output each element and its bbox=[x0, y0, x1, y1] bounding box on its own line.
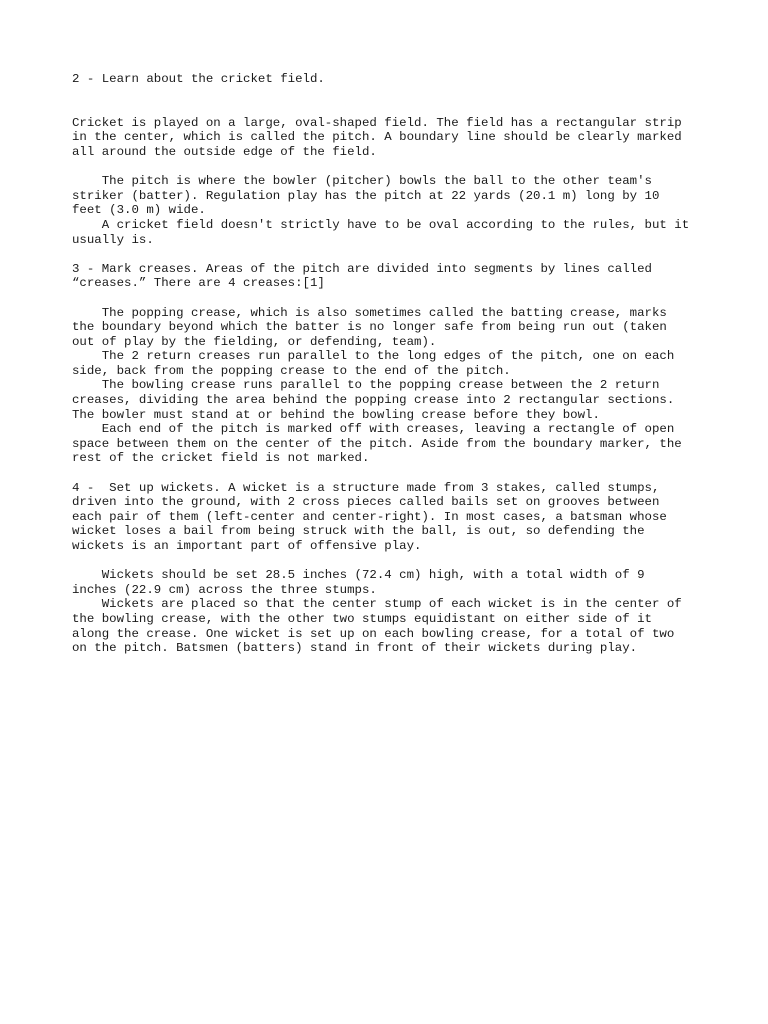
text-line: usually is. bbox=[72, 232, 154, 247]
text-line: The 2 return creases run parallel to the long edges of the pitch, one on each bbox=[72, 349, 675, 364]
text-line: space between them on the center of the pitch. Aside from the boundary marker, the bbox=[72, 436, 682, 451]
text-line: creases, dividing the area behind the popping crease into 2 rectangular sections. bbox=[72, 393, 675, 408]
text-line: “creases.” There are 4 creases:[1] bbox=[72, 276, 325, 291]
text-line: on the pitch. Batsmen (batters) stand in front of their wickets during play. bbox=[72, 641, 638, 656]
text-line bbox=[72, 291, 702, 306]
text-line: The popping crease, which is also sometimes called the batting crease, marks bbox=[72, 305, 667, 320]
text-line bbox=[72, 247, 702, 262]
text-line: out of play by the fielding, or defending, team). bbox=[72, 334, 437, 349]
text-line: The bowler must stand at or behind the bowling crease before they bowl. bbox=[72, 407, 600, 422]
text-line: along the crease. One wicket is set up on each bowling crease, for a total of two bbox=[72, 626, 675, 641]
text-line: wicket loses a bail from being struck with the ball, is out, so defending the bbox=[72, 524, 645, 539]
text-line bbox=[72, 466, 702, 481]
text-line: the bowling crease, with the other two stumps equidistant on either side of it bbox=[72, 611, 652, 626]
text-line: all around the outside edge of the field. bbox=[72, 144, 377, 159]
text-line bbox=[72, 101, 702, 116]
text-line: 3 - Mark creases. Areas of the pitch are divided into segments by lines called bbox=[72, 261, 652, 276]
text-line: A cricket field doesn't strictly have to be oval according to the rules, but it bbox=[72, 217, 690, 232]
text-line: wickets is an important part of offensive play. bbox=[72, 539, 422, 553]
text-line: 2 - Learn about the cricket field. bbox=[72, 72, 325, 86]
text-line: The pitch is where the bowler (pitcher) bowls the ball to the other team's bbox=[72, 174, 652, 189]
text-line: striker (batter). Regulation play has the pitch at 22 yards (20.1 m) long by 10 bbox=[72, 188, 660, 203]
text-line: driven into the ground, with 2 cross pieces called bails set on grooves between bbox=[72, 495, 660, 510]
text-line bbox=[72, 160, 702, 175]
text-line: Each end of the pitch is marked off with creases, leaving a rectangle of open bbox=[72, 422, 675, 437]
document-body bbox=[72, 72, 702, 656]
text-line: each pair of them (left-center and center-right). In most cases, a batsman whose bbox=[72, 509, 667, 524]
text-line: side, back from the popping crease to the end of the pitch. bbox=[72, 363, 511, 378]
text-line: The bowling crease runs parallel to the popping crease between the 2 return bbox=[72, 378, 660, 393]
text-line bbox=[72, 87, 702, 102]
text-line: rest of the cricket field is not marked. bbox=[72, 451, 370, 466]
text-line: inches (22.9 cm) across the three stumps. bbox=[72, 582, 377, 597]
text-line: Wickets should be set 28.5 inches (72.4 cm) high, with a total width of 9 bbox=[72, 568, 645, 583]
text-line: in the center, which is called the pitch. A boundary line should be clearly marked bbox=[72, 130, 682, 145]
text-line: feet (3.0 m) wide. bbox=[72, 203, 206, 218]
text-line: Wickets are placed so that the center stump of each wicket is in the center of bbox=[72, 597, 682, 612]
text-line: 4 - Set up wickets. A wicket is a structure made from 3 stakes, called stumps, bbox=[72, 480, 660, 495]
text-line: the boundary beyond which the batter is no longer safe from being run out (taken bbox=[72, 320, 667, 335]
text-line bbox=[72, 554, 702, 569]
text-line: Cricket is played on a large, oval-shaped field. The field has a rectangular strip bbox=[72, 115, 682, 130]
